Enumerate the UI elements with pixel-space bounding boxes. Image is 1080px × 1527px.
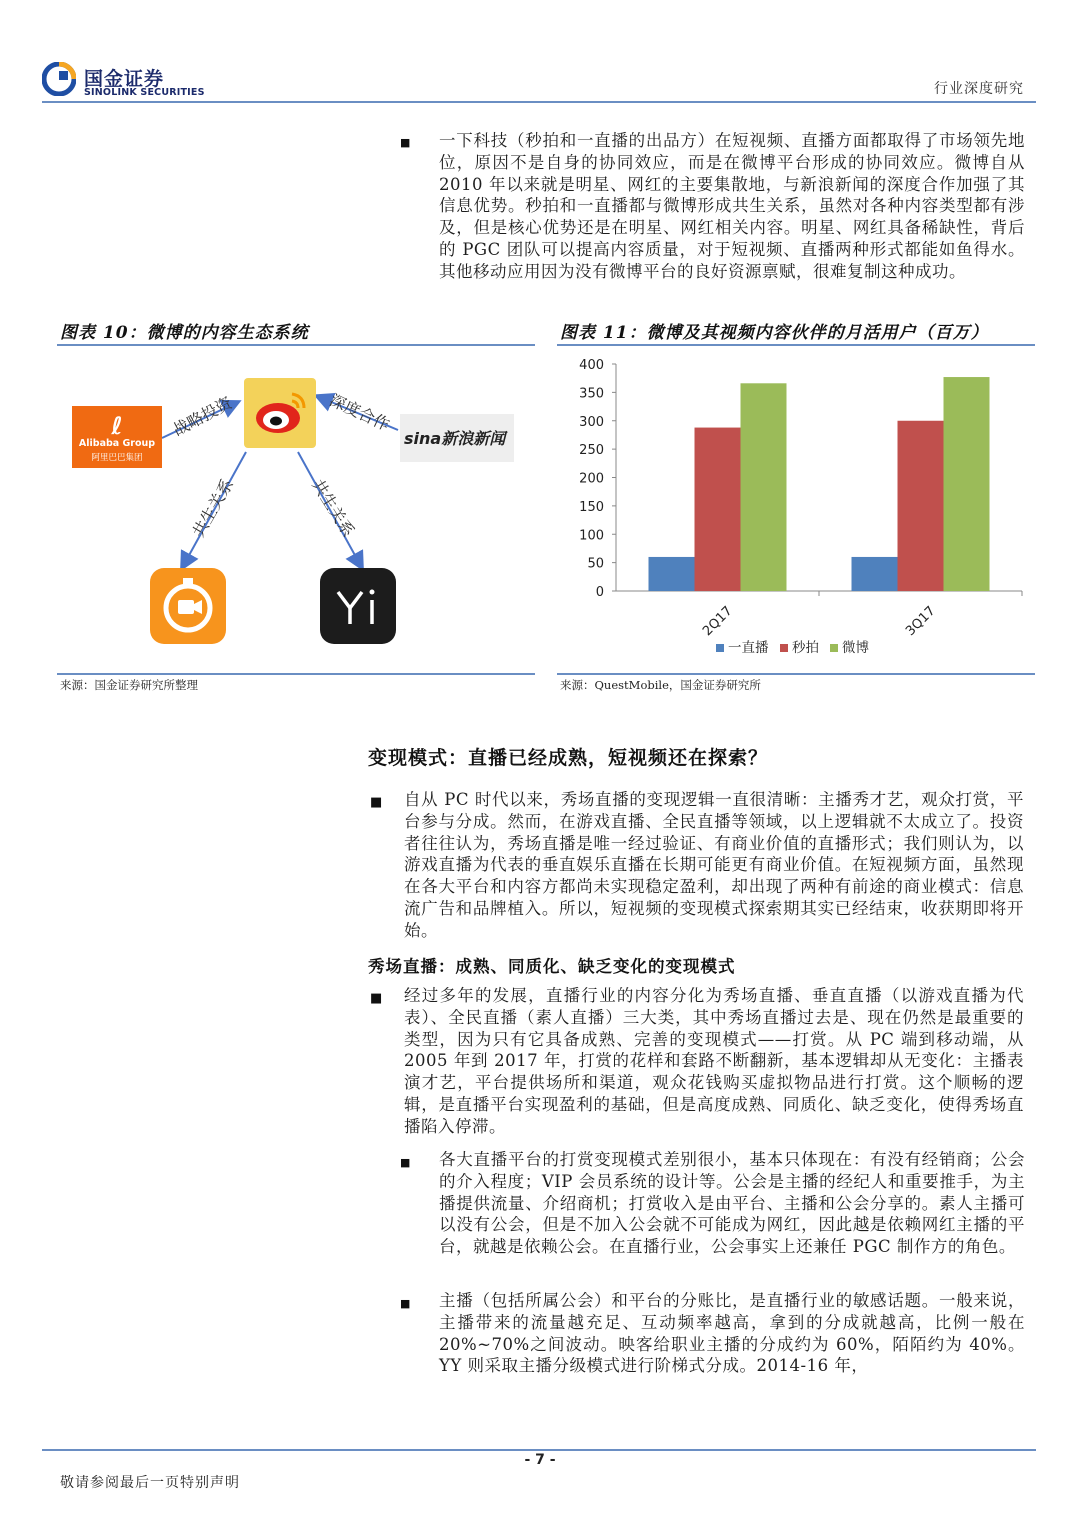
legend-label: 秒拍 — [792, 640, 819, 656]
bar-2-2Q17 — [695, 428, 741, 591]
figure10-title-rule — [57, 344, 535, 346]
label-symbiosis-left: 共生关系 — [188, 475, 238, 541]
section-heading: 变现模式：直播已经成熟，短视频还在探索？ — [368, 747, 769, 769]
legend-swatch — [830, 644, 838, 652]
bullet-icon: ■ — [370, 795, 383, 810]
sub-paragraph-revenue-split: 主播（包括所属公会）和平台的分账比，是直播行业的敏感话题。一般来说，主播带来的流量越充足、互动频率越高，拿到的分成就越高，比例一般在 20%~70%之间波动。映客给职业主播的分成约为 60%，陌陌约为 40%。YY 则采取主播分级模式进行阶梯式分成。2014-16 年， — [439, 1291, 1025, 1376]
yizhibo-logo-icon — [150, 568, 226, 644]
monetization-paragraph: 自从 PC 时代以来，秀场直播的变现逻辑一直很清晰：主播秀才艺，观众打赏，平台参与分成。然而，在游戏直播、全民直播等领域，以上逻辑就不太成立了。投资者往往认为，秀场直播是唯一经过验证、有商业价值的直播形式；我们则认为，以游戏直播为代表的垂直娱乐直播在长期可能更有商业价值。在短视频方面，虽然现在各大平台和内容方都尚未实现稳定盈利，却出现了两种有前途的商业模式：信息流广告和品牌植入。所以，短视频的变现模式探索期其实已经结束，收获期即将开始。 — [404, 790, 1024, 940]
bullet-icon: ■ — [400, 1297, 411, 1310]
y-tick-label: 100 — [579, 528, 604, 544]
brand-name-en: SINOLINK SECURITIES — [84, 87, 205, 98]
header-divider — [42, 101, 1036, 103]
y-tick-label: 150 — [579, 499, 604, 515]
y-tick-label: 400 — [579, 358, 604, 373]
legend-swatch — [716, 644, 724, 652]
mau-bar-chart — [560, 350, 1035, 672]
show-live-paragraph: 经过多年的发展，直播行业的内容分化为秀场直播、垂直直播（以游戏直播为代表）、全民直播（素人直播）三大类，其中秀场直播过去是、现在仍然是最重要的类型，因为只有它具备成熟、完善的变现模式——打赏。从 PC 端到移动端，从 2005 年到 2017 年，打赏的花样和套路不断翻新，基本逻辑却从无变化：主播表演才艺，平台提供场所和渠道，观众花钱购买虚拟物品进行打赏。这个顺畅的逻辑，是直播平台实现盈利的基础，但是高度成熟、同质化、缺乏变化，使得秀场直播陷入停滞。 — [404, 986, 1024, 1136]
x-tick-label: 2Q17 — [700, 603, 736, 640]
subsection-heading: 秀场直播：成熟、同质化、缺乏变化的变现模式 — [368, 957, 736, 976]
figure11-bottom-rule — [557, 673, 1035, 675]
weibo-logo-icon — [244, 378, 316, 448]
figure11-title: 图表 11：微博及其视频内容伙伴的月活用户（百万） — [560, 323, 989, 343]
y-tick-label: 250 — [579, 443, 604, 459]
intro-paragraph: 一下科技（秒拍和一直播的出品方）在短视频、直播方面都取得了市场领先地位，原因不是自身的协同效应，而是在微博平台形成的协同效应。微博自从 2010 年以来就是明星、网红的主要集散地，与新浪新闻的深度合作加强了其信息优势。秒拍和一直播都与微博形成共生关系，虽然对各种内容类型都有涉及，但是核心优势还是在明星、网红相关内容。明星、网红具备稀缺性，背后的 PGC 团队可以提高内容质量，对于短视频、直播两种形式都能如鱼得水。其他移动应用因为没有微博平台的良好资源禀赋，很难复制这种成功。 — [439, 131, 1025, 281]
figure10-source: 来源：国金证券研究所整理 — [60, 678, 198, 692]
y-tick-label: 350 — [579, 386, 604, 402]
figure11-source: 来源：QuestMobile，国金证券研究所 — [560, 678, 761, 692]
bullet-icon: ■ — [370, 991, 383, 1006]
figure10-diagram — [62, 360, 528, 670]
report-type: 行业深度研究 — [934, 81, 1024, 97]
x-tick-label: 3Q17 — [903, 603, 939, 640]
bullet-icon: ■ — [400, 1156, 411, 1169]
alibaba-group-logo-icon: ℓ Alibaba Group 阿里巴巴集团 — [72, 406, 162, 468]
label-strategic-investment: 战略投资 — [169, 392, 236, 440]
bar-1-3Q17 — [852, 557, 898, 591]
sina-news-logo-icon: sina新浪新闻 — [400, 414, 514, 462]
legend-label: 微博 — [842, 640, 869, 656]
sinolink-logo-icon — [42, 62, 76, 96]
bar-2-3Q17 — [898, 421, 944, 591]
sub-paragraph-tipping: 各大直播平台的打赏变现模式差别很小，基本只体现在：有没有经销商；公会的介入程度；VIP 会员系统的设计等。公会是主播的经纪人和重要推手，为主播提供流量、介绍商机；打赏收入是由平台、主播和公会分享的。素人主播可以没有公会，但是不加入公会就不可能成为网红，因此越是依赖网红主播的平台，就越是依赖公会。在直播行业，公会事实上还兼任 PGC 制作方的角色。 — [439, 1150, 1025, 1257]
page-header — [0, 0, 1080, 110]
miaopai-logo-icon — [320, 568, 396, 644]
legend-label: 一直播 — [728, 640, 769, 656]
figure10-title: 图表 10：微博的内容生态系统 — [60, 323, 309, 343]
footer-divider — [42, 1449, 1036, 1451]
figure10-bottom-rule — [57, 673, 535, 675]
disclaimer-note: 敬请参阅最后一页特别声明 — [60, 1475, 240, 1491]
page-number: - 7 - — [524, 1452, 556, 1468]
y-tick-label: 0 — [595, 585, 604, 600]
label-symbiosis-right: 共生关系 — [308, 475, 359, 541]
bar-1-2Q17 — [649, 557, 695, 591]
brand-name-cn: 国金证券 — [84, 68, 165, 90]
y-tick-label: 300 — [579, 414, 604, 430]
bar-3-3Q17 — [944, 377, 990, 591]
legend-swatch — [780, 644, 788, 652]
y-tick-label: 50 — [587, 556, 604, 572]
bar-3-2Q17 — [741, 383, 787, 591]
label-deep-cooperation: 深度合作 — [326, 390, 393, 435]
bullet-icon: ■ — [400, 136, 411, 149]
figure11-title-rule — [557, 344, 1035, 346]
y-tick-label: 200 — [579, 471, 604, 487]
